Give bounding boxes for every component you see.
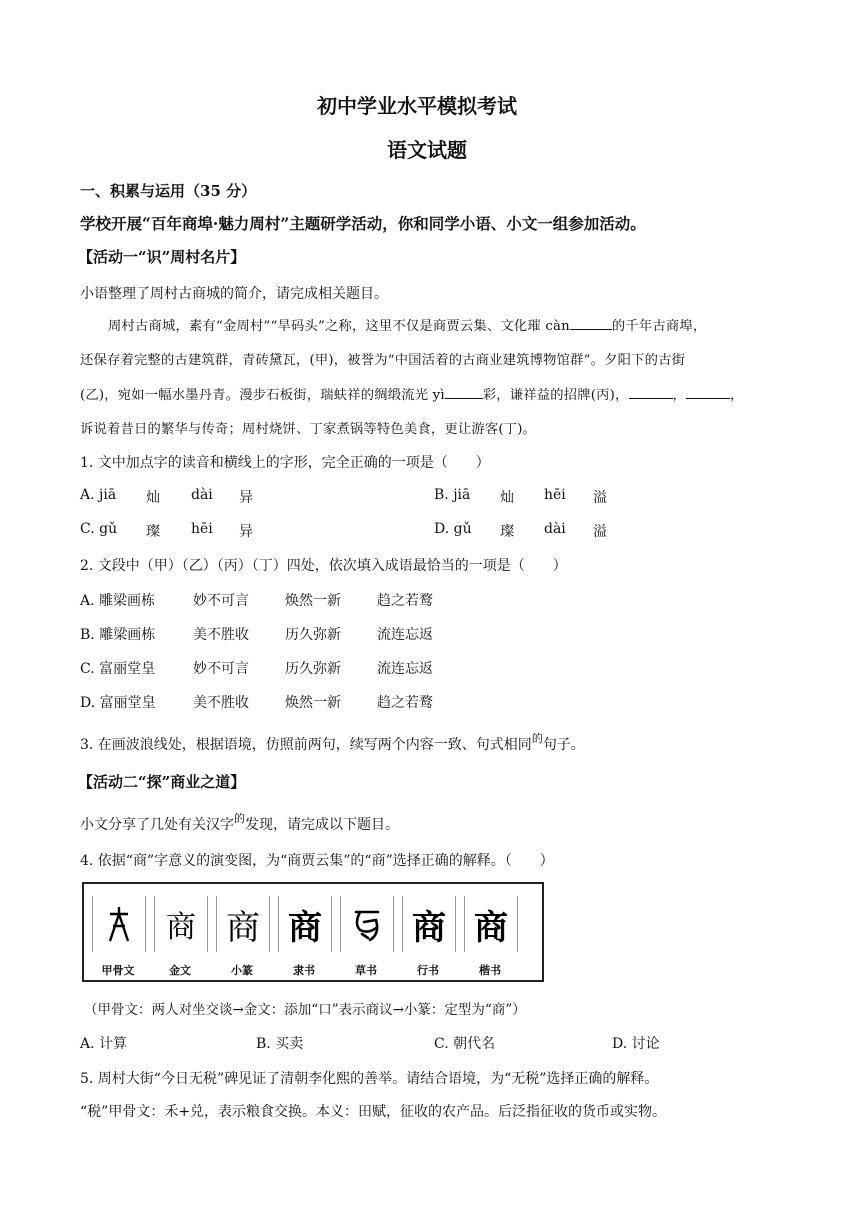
q1-option-a-part: dài [191,487,213,503]
q2-option-d-part: 焕然一新 [285,695,341,711]
activity1-intro: 小语整理了周村古商城的简介，请完成相关题目。 [80,286,388,302]
question-4-stem: 4. 依据“商”字意义的演变图，为“商贾云集”的“商”选择正确的解释。（ ） [80,853,554,869]
activity2-text: 发现，请完成以下题目。 [245,817,399,833]
wavy-blank [686,386,730,399]
glyph-regular: 商 [464,896,518,952]
question-2-stem: 2. 文段中（甲）（乙）（丙）（丁）四处，依次填入成语最恰当的一项是（ ） [80,558,567,574]
activity2-superscript: 的 [234,812,245,825]
q2-option-c-part: 妙不可言 [193,661,249,677]
q1-option-d-part: dài [544,521,566,537]
label-clerical: 隶书 [293,964,315,977]
page-title: 初中学业水平模拟考试 [317,94,517,118]
passage-text: 彩，谦祥益的招牌(丙)， [482,388,629,403]
q2-option-b[interactable]: B. 雕梁画栋 [80,627,156,643]
q1-option-a[interactable]: A. jiā [80,487,117,503]
passage-text: 的千年古商埠， [611,319,707,334]
passage-text: ， [730,388,744,403]
q2-option-c[interactable]: C. 富丽堂皇 [80,661,156,677]
passage-text: (乙)，宛如一幅水墨丹青。漫步石板街，瑞蚨祥的绸缎流光 yì [80,388,445,403]
q2-option-d-part: 趋之若鹜 [377,695,433,711]
q1-option-d[interactable]: D. gǔ [434,521,472,537]
q1-option-c[interactable]: C. gǔ [80,521,118,537]
q1-option-c-part: 璨 [146,524,160,540]
wavy-blank [629,386,673,399]
q3-superscript: 的 [531,732,543,745]
question-3-stem [80,734,585,754]
q1-option-c-part: 异 [239,524,253,540]
oracle-shang-icon [104,904,134,944]
q4-option-c[interactable]: C. 朝代名 [434,1036,496,1052]
q1-option-a-part: 异 [239,490,253,506]
q4-option-a[interactable]: A. 计算 [80,1036,128,1052]
q3-text: 3. 在画波浪线处，根据语境，仿照前两句，续写两个内容一致、句式相同 [80,737,532,753]
q4-option-b[interactable]: B. 买卖 [256,1036,304,1052]
glyph-cursive [340,896,394,952]
q1-option-b-part: hēi [544,487,566,503]
glyph-seal: 商 [216,896,270,952]
question-1-stem: 1. 文中加点字的读音和横线上的字形，完全正确的一项是（ ） [80,455,490,471]
label-regular: 楷书 [479,964,501,977]
activity1-heading: 【活动一“识”周村名片】 [78,248,246,266]
q2-option-c-part: 流连忘返 [377,661,433,677]
section-heading: 一、积累与运用（35 分） [80,182,257,200]
passage-line-3 [80,384,744,403]
q1-option-b-part: 灿 [500,490,514,506]
activity2-intro [80,814,399,834]
fill-blank [570,317,612,330]
q1-option-c-part: hēi [191,521,213,537]
q1-option-d-part: 溢 [593,524,607,540]
label-seal: 小篆 [231,964,253,977]
q2-option-d[interactable]: D. 富丽堂皇 [80,695,156,711]
activity2-text: 小文分享了几处有关汉字 [80,817,234,833]
q4-option-d[interactable]: D. 讨论 [612,1036,660,1052]
question-5-note: “税”甲骨文：禾+兑，表示粮食交换。本义：田赋，征收的农产品。后泛指征收的货币或实物。 [80,1104,667,1120]
passage-line-2: 还保存着完整的古建筑群，青砖黛瓦，(甲)，被誉为“中国活着的古商业建筑博物馆群”。夕阳下的古街 [80,353,686,368]
q1-option-d-part: 璨 [500,524,514,540]
q2-option-a-part: 趋之若鹜 [377,593,433,609]
q1-option-a-part: 灿 [146,490,160,506]
passage-text: ， [672,388,687,403]
label-running: 行书 [417,964,439,977]
q2-option-b-part: 流连忘返 [377,627,433,643]
glyph-running: 商 [402,896,456,952]
q2-option-b-part: 历久弥新 [285,627,341,643]
activity2-heading: 【活动二“探”商业之道】 [78,773,246,791]
q2-option-a-part: 焕然一新 [285,593,341,609]
q2-option-d-part: 美不胜收 [193,695,249,711]
q2-option-a[interactable]: A. 雕梁画栋 [80,593,156,609]
q2-option-a-part: 妙不可言 [193,593,249,609]
section-intro: 学校开展“百年商埠·魅力周村”主题研学活动，你和同学小语、小文一组参加活动。 [80,214,646,233]
cursive-shang-icon [350,904,384,944]
glyph-oracle [92,896,146,952]
label-cursive: 草书 [355,964,377,977]
glyph-clerical: 商 [278,896,332,952]
q2-option-c-part: 历久弥新 [285,661,341,677]
label-bronze: 金文 [169,964,191,977]
shang-evolution-figure [82,882,544,982]
glyph-bronze: 商 [154,896,208,952]
q2-option-b-part: 美不胜收 [193,627,249,643]
q3-text: 句子。 [542,737,585,753]
fill-blank [445,386,483,399]
passage-line-1 [108,315,706,334]
page-subtitle: 语文试题 [387,138,467,162]
q1-option-b[interactable]: B. jiā [434,487,471,503]
label-oracle: 甲骨文 [101,964,135,977]
q1-option-b-part: 溢 [593,490,607,506]
passage-text: 周村古商城，素有“金周村”“旱码头”之称，这里不仅是商贾云集、文化璀 càn [108,319,570,334]
passage-line-4: 诉说着昔日的繁华与传奇；周村烧饼、丁家煮锅等特色美食，更让游客(丁)。 [80,422,537,437]
question-5-stem: 5. 周村大街“今日无税”碑见证了清朝李化熙的善举。请结合语境，为“无税”选择正确的解释。 [80,1071,659,1087]
figure-caption: （甲骨文：两人对坐交谈→金文：添加“口”表示商议→小篆：定型为“商”） [84,1002,526,1018]
